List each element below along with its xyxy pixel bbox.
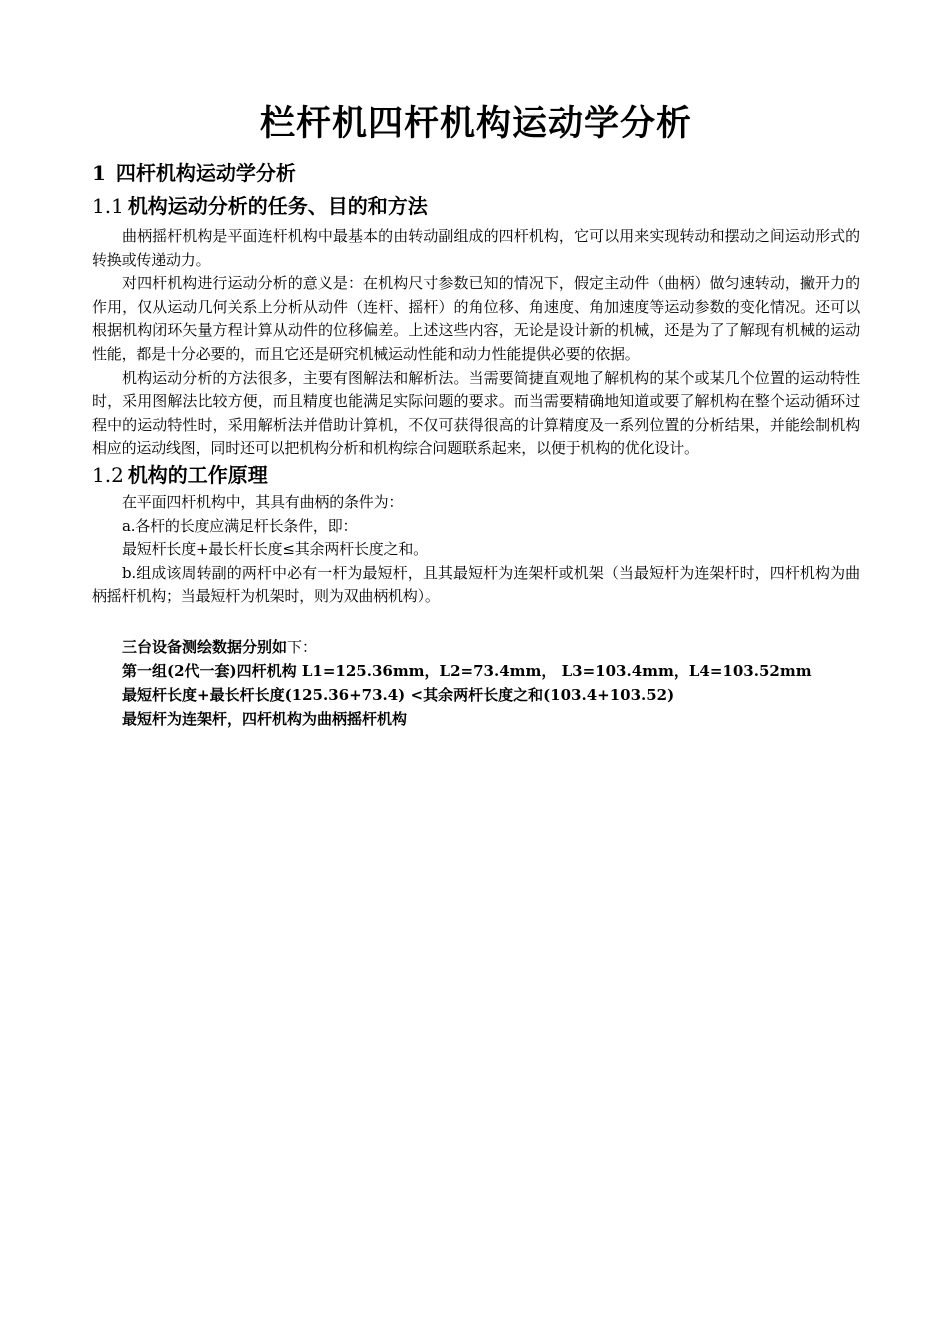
data-intro-rest: 下： xyxy=(287,637,318,656)
data-intro xyxy=(92,635,860,659)
paragraph: 曲柄摇杆机构是平面连杆机构中最基本的由转动副组成的四杆机构，它可以用来实现转动和摆动之间运动形式的转换或传递动力。 xyxy=(92,227,860,269)
data-condition: 最短杆长度+最长杆长度(125.36+73.4) <其余两杆长度之和(103.4+103.52) xyxy=(122,685,675,704)
data-group-1: 第一组(2代一套)四杆机构 L1=125.36mm，L2=73.4mm， L3=103.4mm，L4=103.52mm xyxy=(122,661,812,680)
section-1-1-heading xyxy=(92,190,860,222)
blank-line xyxy=(92,609,860,635)
section-1-1-title: 机构运动分析的任务、目的和方法 xyxy=(127,194,428,218)
paragraph: 在平面四杆机构中，其具有曲柄的条件为： xyxy=(122,492,404,511)
section-1-2-heading xyxy=(92,459,860,491)
paragraph: 对四杆机构进行运动分析的意义是：在机构尺寸参数已知的情况下，假定主动件（曲柄）做匀速转动，撇开力的作用，仅从运动几何关系上分析从动件（连杆、摇杆）的角位移、角速度、角加速度等运动参数的变化情况。还可以根据机构闭环矢量方程计算从动件的位移偏差。上述这些内容，无论是设计新的机械，还是为了了解现有机械的运动性能，都是十分必要的，而且它还是研究机械运动性能和动力性能提供必要的依据。 xyxy=(92,274,860,363)
section-1-1-number: 1.1 xyxy=(92,194,124,218)
section-1-number: 1 xyxy=(92,161,106,185)
section-1-title: 四杆机构运动学分析 xyxy=(115,161,296,185)
section-1-heading xyxy=(92,156,860,190)
paragraph: a.各杆的长度应满足杆长条件，即： xyxy=(122,516,358,535)
document-page xyxy=(92,96,860,731)
paragraph: b.组成该周转副的两杆中必有一杆为最短杆，且其最短杆为连架杆或机架（当最短杆为连架杆时，四杆机构为曲柄摇杆机构；当最短杆为机架时，则为双曲柄机构）。 xyxy=(92,563,860,606)
section-1-2-number: 1.2 xyxy=(92,462,124,487)
data-conclusion: 最短杆为连架杆，四杆机构为曲柄摇杆机构 xyxy=(122,709,408,728)
section-1-2-title: 机构的工作原理 xyxy=(127,462,268,487)
paragraph: 最短杆长度+最长杆长度≤其余两杆长度之和。 xyxy=(122,540,428,559)
document-title: 栏杆机四杆机构运动学分析 xyxy=(259,103,692,144)
data-intro-bold: 三台设备测绘数据分别如 xyxy=(122,637,288,656)
paragraph: 机构运动分析的方法很多，主要有图解法和解析法。当需要简捷直观地了解机构的某个或某几个位置的运动特性时，采用图解法比较方便，而且精度也能满足实际问题的要求。而当需要精确地知道或要了解机构在整个运动循环过程中的运动特性时，采用解析法并借助计算机，不仅可获得很高的计算精度及一系列位置的分析结果，并能绘制机构相应的运动线图，同时还可以把机构分析和机构综合问题联系起来，以便于机构的优化设计。 xyxy=(92,368,860,458)
